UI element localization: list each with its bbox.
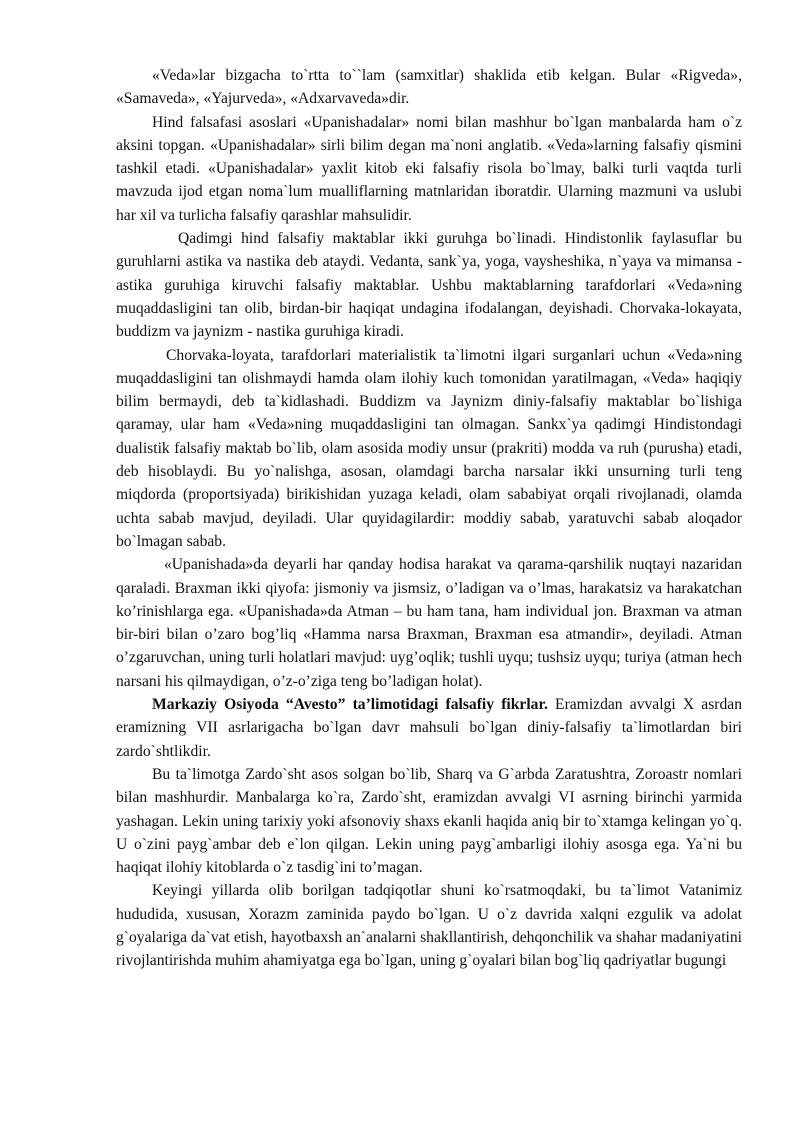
paragraph-text: Bu ta`limotga Zardo`sht asos solgan bo`lib, Sharq va G`arbda Zaratushtra, Zoroastr nomlari bilan mashhurdir. Manbalarga ko`ra, Zardo`sht, eramizdan avvalgi VI asrning birinchi yarmida yashagan. Lekin uning tarixiy yoki afsonoviy shaxs ekanli haqida aniq bir to`xtamga kelingan yo`q. U o`zini payg`ambar deb e`lon qilgan. Lekin uning payg`ambarligi ilohiy asosga ega. Ya`ni bu haqiqat ilohiy kitoblarda o`z tasdig`ini to’magan. <box>116 765 742 877</box>
paragraph-text: «Veda»lar bizgacha to`rtta to``lam (samxitlar) shaklida etib kelgan. Bular «Rigveda», «Samaveda», «Yajurveda», «Adxarvaveda»dir. <box>116 67 742 108</box>
paragraph-zardosht <box>116 763 742 879</box>
paragraph-text: Hind falsafasi asoslari «Upanishadalar» nomi bilan mashhur bo`lgan manbalarda ham o`z aksini topgan. «Upanishadalar» sirli bilim degan ma`noni anglatib. «Veda»larning falsafiy qismini tashkil etadi. «Upanishadalar» yaxlit kitob eki falsafiy risola bo`lmay, balki turli vaqtda turli mavzuda ijod etgan noma`lum mualliflarning matnlaridan iboratdir. Ularning mazmuni va uslubi har xil va turlicha falsafiy qarashlar mahsulidir. <box>116 113 742 224</box>
paragraph-hind-schools <box>116 227 742 343</box>
paragraph-text: Keyingi yillarda olib borilgan tadqiqotlar shuni ko`rsatmoqdaki, bu ta`limot Vatanimiz hududida, xususan, Xorazm zaminida paydo bo`lgan. U o`z davrida xalqni ezgulik va adolat g`oyalariga da`vat etish, hayotbaxsh an`analarni shakllantirish, dehqonchilik va shahar madaniyatini rivojlantirishda muhim ahamiyatga ega bo`lgan, uning g`oyalari bilan bog`liq qadriyatlar bugungi <box>116 882 742 970</box>
section-heading: Markaziy Osiyoda “Avesto” ta’limotidagi falsafiy fikrlar. <box>152 696 548 714</box>
paragraph-text: Qadimgi hind falsafiy maktablar ikki guruhga bo`linadi. Hindistonlik faylasuflar bu guruhlarni astika va nastika deb ataydi. Vedanta, sank`ya, yoga, vaysheshika, n`yaya va mimansa - astika guruhiga kiruvchi falsafiy maktablar. Ushbu maktablarning tarafdorlari «Veda»ning muqaddasligini tan olib, birdan-bir haqiqat undagina ifodalangan, deyishadi. Chorvaka-lokayata, buddizm va jaynizm - nastika guruhiga kiradi. <box>116 230 742 341</box>
paragraph-chorvaka <box>116 344 742 554</box>
paragraph-upanishads <box>116 111 742 227</box>
paragraph-text: «Upanishada»da deyarli har qanday hodisa harakat va qarama-qarshilik nuqtayi nazaridan qaraladi. Braxman ikki qiyofa: jismoniy va jismsiz, o’ladigan va o’lmas, harakatsiz va harakatchan ko’rinishlarga ega. «Upanishada»da Atman – bu ham tana, ham individual jon. Braxman va atman bir-biri bilan o’zaro bog’liq «Hamma narsa Braxman, Braxman esa atmandir», deyiladi. Atman o’zgaruvchan, uning turli holatlari mavjud: uyg’oqlik; tushli uyqu; tushsiz uyqu; turiya (atman hech narsani his qilmaydigan, o’z-o’ziga teng bo’ladigan holat). <box>116 556 742 690</box>
document-page <box>116 64 742 973</box>
paragraph-braxman-atman <box>116 553 742 693</box>
paragraph-text: Eramizdan avvalgi X asrdan eramizning VII asrlarigacha bo`lgan davr mahsuli bo`lgan diniy-falsafiy ta`limotlardan biri zardo`shtlikdir. <box>116 696 742 760</box>
paragraph-avesto <box>116 693 742 763</box>
paragraph-veda-collections <box>116 64 742 111</box>
paragraph-research <box>116 879 742 972</box>
paragraph-text: Chorvaka-loyata, tarafdorlari materialistik ta`limotni ilgari surganlari uchun «Veda»ning muqaddasligini tan olishmaydi hamda olam ilohiy kuch tomonidan yaratilmagan, «Veda» haqiqiy bilim bermaydi, deb ta`kidlashadi. Buddizm va Jaynizm diniy-falsafiy maktablar bo`lishiga qaramay, ular ham «Veda»ning muqaddasligini tan olmagan. Sankx`ya qadimgi Hindistondagi dualistik falsafiy maktab bo`lib, olam asosida modiy unsur (prakriti) modda va ruh (purusha) etadi, deb hisoblaydi. Bu yo`nalishga, asosan, olamdagi barcha narsalar ikki unsurning turli teng miqdorda (proportsiyada) birikishidan yuzaga keladi, olam sababiyat orqali rivojlanadi, olamda uchta sabab mavjud, deyiladi. Ular quyidagilardir: moddiy sabab, yaratuvchi sabab aloqador bo`lmagan sabab. <box>116 346 742 550</box>
